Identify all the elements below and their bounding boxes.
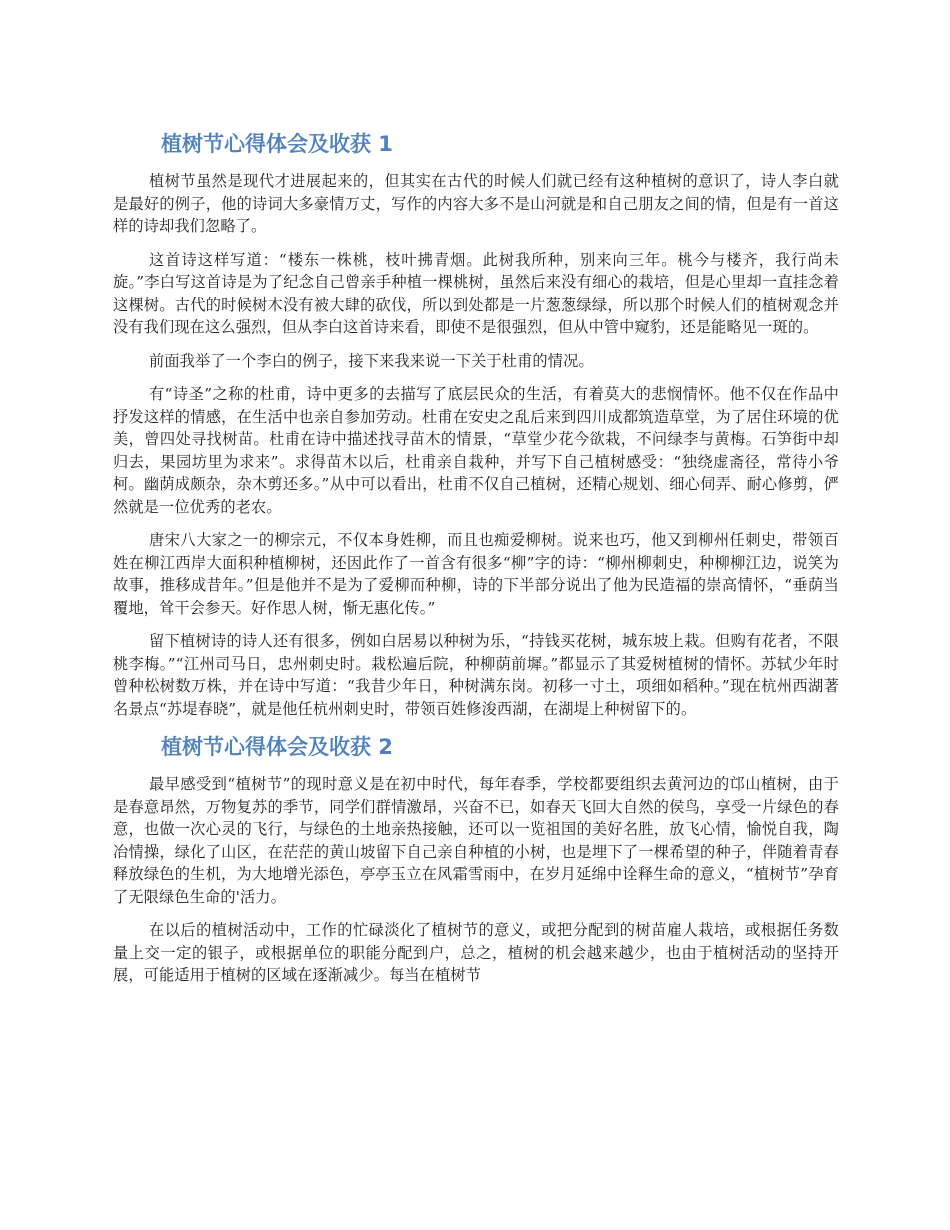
section-1-title: 植树节心得体会及收获 1 xyxy=(161,132,393,156)
section-1-paragraph-4: 有“诗圣”之称的杜甫，诗中更多的去描写了底层民众的生活，有着莫大的悲悯情怀。他不仅在作品中抒发这样的情感，在生活中也亲自参加劳动。杜甫在安史之乱后来到四川成都筑造草堂，为了居住环境的优美，曾四处寻找树苗。杜甫在诗中描述找寻苗木的情景，“草堂少花今欲栽，不问绿李与黄梅。石笋街中却归去，果园坊里为求来”。求得苗木以后，杜甫亲自栽种，并写下自己植树感受：“独绕虚斋径，常待小爷柯。幽荫成颇杂，杂木剪还多。”从中可以看出，杜甫不仅自己植树，还精心规划、细心伺弄、耐心修剪，俨然就是一位优秀的老农。 xyxy=(113,385,839,516)
section-2-title: 植树节心得体会及收获 2 xyxy=(161,735,393,759)
section-2-paragraph-1: 最早感受到“植树节”的现时意义是在初中时代，每年春季，学校都要组织去黄河边的邙山植树，由于是春意昂然，万物复苏的季节，同学们群情激昂，兴奋不已，如春天飞回大自然的侯鸟，享受一片绿色的春意，也做一次心灵的飞行，与绿色的土地亲热接触，还可以一览祖国的美好名胜，放飞心情，愉悦自我，陶冶情操，绿化了山区，在茫茫的黄山坡留下自己亲自种植的小树，也是埋下了一棵希望的种子，伴随着青春释放绿色的生机，为大地增光添色，亭亭玉立在风霜雪雨中，在岁月延绵中诠释生命的意义，“植树节”孕育了无限绿色生命的'活力。 xyxy=(113,775,839,906)
section-1-paragraph-1: 植树节虽然是现代才进展起来的，但其实在古代的时候人们就已经有这种植树的意识了，诗人李白就是最好的例子，他的诗词大多豪情万丈，写作的内容大多不是山河就是和自己朋友之间的情，但是有一首这样的诗却我们忽略了。 xyxy=(113,172,839,235)
section-1-paragraph-6: 留下植树诗的诗人还有很多，例如白居易以种树为乐，“持钱买花树，城东坡上栽。但购有花者，不限桃李梅。”“江州司马日，忠州刺史时。栽松遍后院，种柳荫前墀。”都显示了其爱树植树的情怀。苏轼少年时曾种松树数万株，并在诗中写道：“我昔少年日，种树满东岗。初移一寸土，项细如稻种。”现在杭州西湖著名景点“苏堤春晓”，就是他任杭州刺史时，带领百姓修浚西湖，在湖堤上种树留下的。 xyxy=(113,632,839,718)
section-1-paragraph-2: 这首诗这样写道：“楼东一株桃，枝叶拂青烟。此树我所种，别来向三年。桃今与楼齐，我行尚未旋。”李白写这首诗是为了纪念自己曾亲手种植一棵桃树，虽然后来没有细心的栽培，但是心里却一直挂念着这棵树。古代的时候树木没有被大肆的砍伐，所以到处都是一片葱葱绿绿，所以那个时候人们的植树观念并没有我们现在这么强烈，但从李白这首诗来看，即使不是很强烈，但从中管中窥豹，还是能略见一斑的。 xyxy=(113,250,839,336)
section-1-paragraph-5: 唐宋八大家之一的柳宗元，不仅本身姓柳，而且也痴爱柳树。说来也巧，他又到柳州任刺史，带领百姓在柳江西岸大面积种植柳树，还因此作了一首含有很多“柳”字的诗：“柳州柳刺史，种柳柳江边，说笑为故事，推移成昔年。”但是他并不是为了爱柳而种柳，诗的下半部分说出了他为民造福的崇高情怀，“垂荫当覆地，耸干会参天。好作思人树，惭无惠化传。” xyxy=(113,531,839,617)
section-1-paragraph-3: 前面我举了一个李白的例子，接下来我来说一下关于杜甫的情况。 xyxy=(149,351,594,370)
document-page xyxy=(113,128,839,998)
section-2-paragraph-2: 在以后的植树活动中，工作的忙碌淡化了植树节的意义，或把分配到的树苗雇人栽培，或根据任务数量上交一定的银子，或根据单位的职能分配到户，总之，植树的机会越来越少，也由于植树活动的坚持开展，可能适用于植树的区域在逐渐减少。每当在植树节 xyxy=(113,921,839,984)
